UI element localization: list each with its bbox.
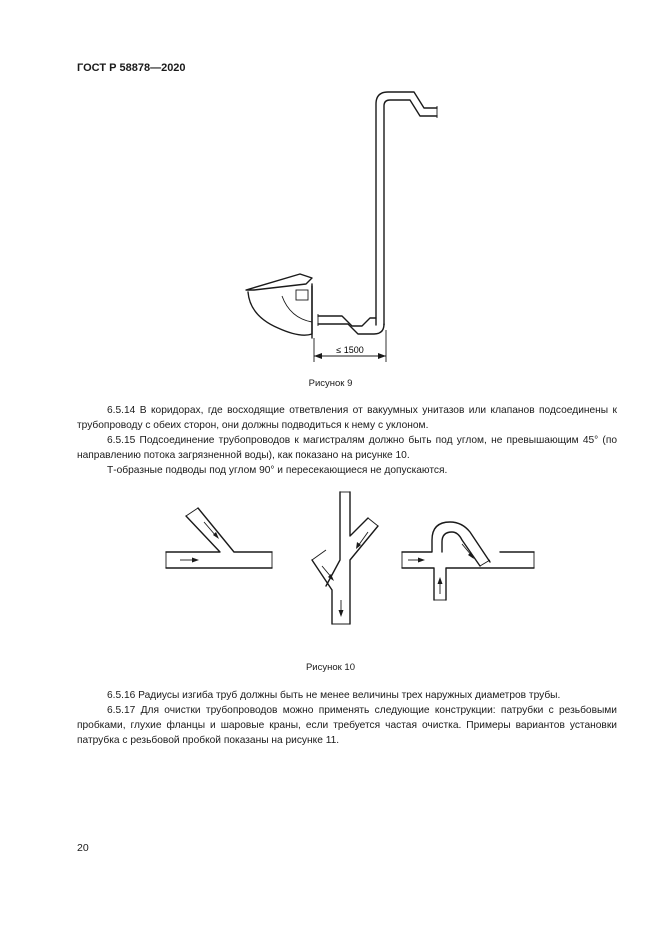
paragraph-t-joints: Т-образные подводы под углом 90° и пересекающиеся не допускаются. [107, 465, 448, 476]
figure-9-caption: Рисунок 9 [308, 378, 353, 389]
paragraph-6-5-14: 6.5.14 В коридорах, где восходящие ответвления от вакуумных унитазов или клапанов подсоединены к трубопроводу с обеих сторон, они должны подводиться к нему с уклоном. [77, 405, 617, 431]
paragraph-6-5-17: 6.5.17 Для очистки трубопроводов можно применять следующие конструкции: патрубки с резьбовыми пробками, глухие фланцы и шаровые краны, если требуется частая очистка. Примеры вариантов установки патрубка с резьбовой пробкой показаны на рисунке 11. [77, 705, 617, 746]
junction-variant-right [402, 522, 534, 600]
paragraph-6-5-16: 6.5.16 Радиусы изгиба труб должны быть не менее величины трех наружных диаметров трубы. [107, 690, 561, 701]
junction-variant-left [166, 508, 272, 568]
section-paragraphs-2 [77, 688, 617, 748]
paragraph-6-5-15: 6.5.15 Подсоединение трубопроводов к магистралям должно быть под углом, не превышающим 45° (по направлению потока загрязненной воды), как показано на рисунке 10. [77, 435, 617, 461]
junction-variant-middle [312, 492, 378, 624]
document-header: ГОСТ Р 58878—2020 [77, 62, 186, 74]
dimension-label: ≤ 1500 [336, 345, 364, 355]
page-number: 20 [77, 842, 89, 854]
figure-10-caption: Рисунок 10 [305, 662, 356, 673]
